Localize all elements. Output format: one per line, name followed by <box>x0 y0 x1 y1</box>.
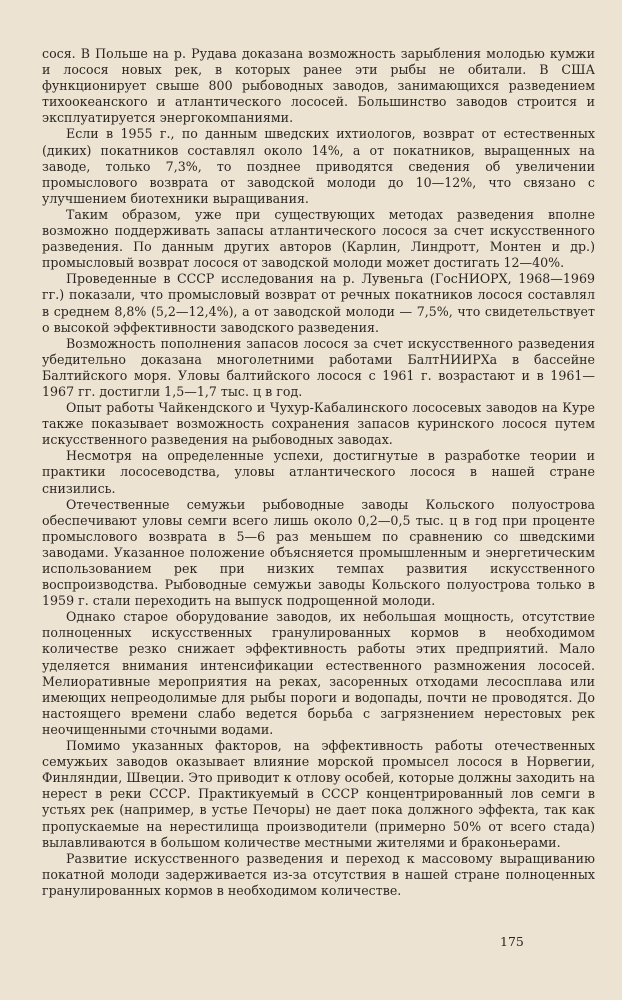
paragraph: Таким образом, уже при существующих методах разведения вполне возможно поддерживать запасы атлантического лосося за счет искусственного разведения. По данным других авторов (Карлин, Линдротт, Монтен и др.) промысловый возврат лосося от заводской молоди может достигать 12—40%. <box>42 206 595 271</box>
body-text <box>42 46 595 899</box>
paragraph: Помимо указанных факторов, на эффективность работы отечественных семужьих заводов оказывает влияние морской промысел лосося в Норвегии, Финляндии, Швеции. Это приводит к отлову особей, которые должны заходить на нерест в реки СССР. Практикуемый в СССР концентрированный лов семги в устьях рек (например, в устье Печоры) не дает пока должного эффекта, так как пропускаемые на нерестилища производители (примерно 50% от всего стада) вылавливаются в большом количестве местными жителями и браконьерами. <box>42 738 595 850</box>
paragraph: Развитие искусственного разведения и переход к массовому выращиванию покатной молоди задерживается из-за отсутствия в нашей стране полноценных гранулированных кормов в необходимом количестве. <box>42 850 595 898</box>
paragraph: Проведенные в СССР исследования на р. Лувеньга (ГосНИОРХ, 1968—1969 гг.) показали, что промысловый возврат от речных покатников лосося составлял в среднем 8,8% (5,2—12,4%), а от заводской молоди — 7,5%, что свидетельствует о высокой эффективности заводского разведения. <box>42 271 595 335</box>
page-number: 175 <box>500 934 524 949</box>
paragraph: Если в 1955 г., по данным шведских ихтиологов, возврат от естественных (диких) покатников составлял около 14%, а от покатников, выращенных на заводе, только 7,3%, то позднее приводятся сведения об увеличении промыслового возврата от заводской молоди до 10—12%, что связано с улучшением биотехники выращивания. <box>42 126 595 206</box>
paragraph: Несмотря на определенные успехи, достигнутые в разработке теории и практики лососеводства, уловы атлантического лосося в нашей стране снизились. <box>42 448 595 496</box>
paragraph: Однако старое оборудование заводов, их небольшая мощность, отсутствие полноценных искусственных гранулированных кормов в необходимом количестве резко снижает эффективность работы этих предприятий. Мало уделяется внимания интенсификации естественного размножения лососей. Мелиоративные мероприятия на реках, засоренных отходами лесосплава или имеющих непреодолимые для рыбы пороги и водопады, почти не проводятся. До настоящего времени слабо ведется борьба с загрязнением нерестовых рек неочищенными сточными водами. <box>42 609 595 737</box>
paragraph: сося. В Польше на р. Рудава доказана возможность зарыбления молодью кумжи и лосося новых рек, в которых ранее эти рыбы не обитали. В США функционирует свыше 800 рыбоводных заводов, занимающихся разведением тихоокеанского и атлантического лососей. Большинство заводов строится и эксплуатируется энергокомпаниями. <box>42 46 595 126</box>
paragraph: Опыт работы Чайкендского и Чухур-Кабалинского лососевых заводов на Куре также показывает возможность сохранения запасов куринского лосося путем искусственного разведения на рыбоводных заводах. <box>42 400 595 448</box>
paragraph: Возможность пополнения запасов лосося за счет искусственного разведения убедительно доказана многолетними работами БалтНИИРХа в бассейне Балтийского моря. Уловы балтийского лосося с 1961 г. возрастают и в 1961—1967 гг. достигли 1,5—1,7 тыс. ц в год. <box>42 335 595 399</box>
paragraph: Отечественные семужьи рыбоводные заводы Кольского полуострова обеспечивают уловы семги всего лишь около 0,2—0,5 тыс. ц в год при проценте промыслового возврата в 5—6 раз меньшем по сравнению со шведскими заводами. Указанное положение объясняется промышленным и энергетическим использованием рек при низких темпах развития искусственного воспроизводства. Рыбоводные семужьи заводы Кольского полуострова только в 1959 г. стали переходить на выпуск подрощенной молоди. <box>42 496 595 609</box>
